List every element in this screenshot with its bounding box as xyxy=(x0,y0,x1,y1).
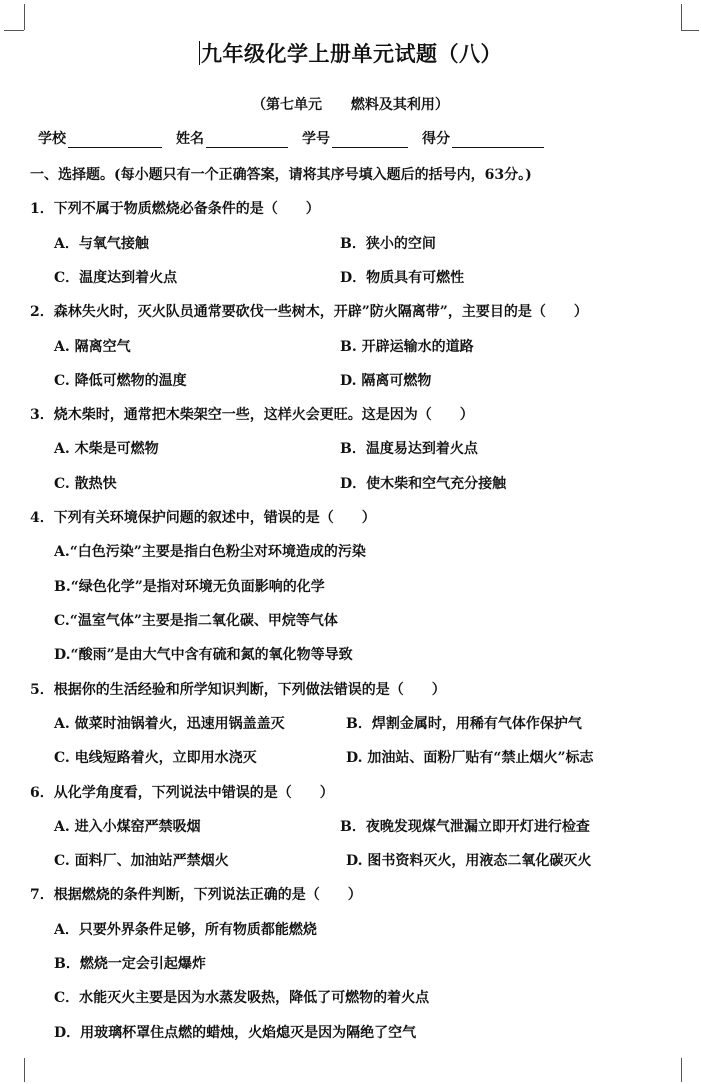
question-4-option-a[interactable]: A.“白色污染”主要是指白色粉尘对环境造成的污染 xyxy=(54,544,366,560)
question-3-option-a[interactable]: A. 木柴是可燃物 xyxy=(54,441,159,457)
crop-mark xyxy=(681,4,682,30)
student-info-row xyxy=(38,128,558,148)
question-6-option-d[interactable]: D. 图书资料灭火，用液态二氧化碳灭火 xyxy=(346,853,592,869)
question-5-stem: 5．根据你的生活经验和所学知识判断，下列做法错误的是（ ） xyxy=(30,682,446,698)
question-5-option-a[interactable]: A. 做菜时油锅着火，迅速用锅盖盖灭 xyxy=(54,716,285,732)
crop-mark xyxy=(4,30,24,31)
question-2-option-b[interactable]: B. 开辟运输水的道路 xyxy=(340,339,474,355)
question-7-option-c[interactable]: C．水能灭火主要是因为水蒸发吸热，降低了可燃物的着火点 xyxy=(54,990,430,1006)
question-7-option-b[interactable]: B．燃烧一定会引起爆炸 xyxy=(54,956,206,972)
name-field xyxy=(176,128,288,148)
school-field xyxy=(38,128,162,148)
question-5-option-c[interactable]: C. 电线短路着火，立即用水浇灭 xyxy=(54,750,257,766)
question-4-stem: 4．下列有关环境保护问题的叙述中，错误的是（ ） xyxy=(30,510,376,526)
question-2-option-d[interactable]: D. 隔离可燃物 xyxy=(340,373,432,389)
school-label: 学校 xyxy=(38,131,66,147)
question-4-option-d[interactable]: D.“酸雨”是由大气中含有硫和氮的氧化物等导致 xyxy=(54,647,353,663)
question-7-option-d[interactable]: D．用玻璃杯罩住点燃的蜡烛，火焰熄灭是因为隔绝了空气 xyxy=(54,1025,417,1041)
question-3-option-b[interactable]: B．温度易达到着火点 xyxy=(340,441,478,457)
question-7-stem: 7．根据燃烧的条件判断，下列说法正确的是（ ） xyxy=(30,887,362,903)
text-cursor xyxy=(199,41,200,65)
question-6-option-b[interactable]: B．夜晚发现煤气泄漏立即开灯进行检查 xyxy=(340,819,590,835)
crop-mark xyxy=(24,4,25,30)
question-6-option-c[interactable]: C. 面料厂、加油站严禁烟火 xyxy=(54,853,229,869)
question-2-stem: 2．森林失火时，灭火队员通常要砍伐一些树木，开辟”防火隔离带”，主要目的是（ ） xyxy=(30,304,588,320)
section-heading: 一、选择题。(每小题只有一个正确答案，请将其序号填入题后的括号内，63分。) xyxy=(30,167,532,183)
score-label: 得分 xyxy=(422,131,450,147)
question-1-option-c[interactable]: C．温度达到着火点 xyxy=(54,270,178,286)
name-label: 姓名 xyxy=(176,131,204,147)
name-blank[interactable] xyxy=(206,131,288,148)
question-5-option-d[interactable]: D. 加油站、面粉厂贴有“禁止烟火”标志 xyxy=(346,750,594,766)
question-4-option-c[interactable]: C.“温室气体”主要是指二氧化碳、甲烷等气体 xyxy=(54,613,338,629)
question-2-option-a[interactable]: A. 隔离空气 xyxy=(54,339,131,355)
question-4-option-b[interactable]: B.“绿色化学”是指对环境无负面影响的化学 xyxy=(54,579,325,595)
score-field xyxy=(422,128,544,148)
school-blank[interactable] xyxy=(68,131,162,148)
question-1-option-b[interactable]: B．狭小的空间 xyxy=(340,236,436,252)
exam-subtitle: （第七单元 燃料及其利用） xyxy=(252,97,449,113)
question-7-option-a[interactable]: A．只要外界条件足够，所有物质都能燃烧 xyxy=(54,922,317,938)
number-blank[interactable] xyxy=(332,131,408,148)
question-2-option-c[interactable]: C. 降低可燃物的温度 xyxy=(54,373,187,389)
score-blank[interactable] xyxy=(452,131,544,148)
crop-mark xyxy=(24,1058,25,1082)
question-5-option-b[interactable]: B．焊割金属时，用稀有气体作保护气 xyxy=(346,716,582,732)
question-1-option-d[interactable]: D．物质具有可燃性 xyxy=(340,270,465,286)
question-3-option-c[interactable]: C. 散热快 xyxy=(54,476,117,492)
question-3-stem: 3．烧木柴时，通常把木柴架空一些，这样火会更旺。这是因为（ ） xyxy=(30,407,474,423)
crop-mark xyxy=(681,1058,682,1082)
crop-mark xyxy=(681,30,699,31)
question-1-stem: 1．下列不属于物质燃烧必备条件的是（ ） xyxy=(30,201,320,217)
exam-title-text: 九年级化学上册单元试题（八） xyxy=(201,41,502,66)
question-6-option-a[interactable]: A. 进入小煤窑严禁吸烟 xyxy=(54,819,201,835)
exam-title xyxy=(0,38,701,68)
question-6-stem: 6．从化学角度看，下列说法中错误的是（ ） xyxy=(30,785,334,801)
number-label: 学号 xyxy=(302,131,330,147)
question-3-option-d[interactable]: D．使木柴和空气充分接触 xyxy=(340,476,507,492)
number-field xyxy=(302,128,408,148)
question-1-option-a[interactable]: A．与氧气接触 xyxy=(54,236,149,252)
